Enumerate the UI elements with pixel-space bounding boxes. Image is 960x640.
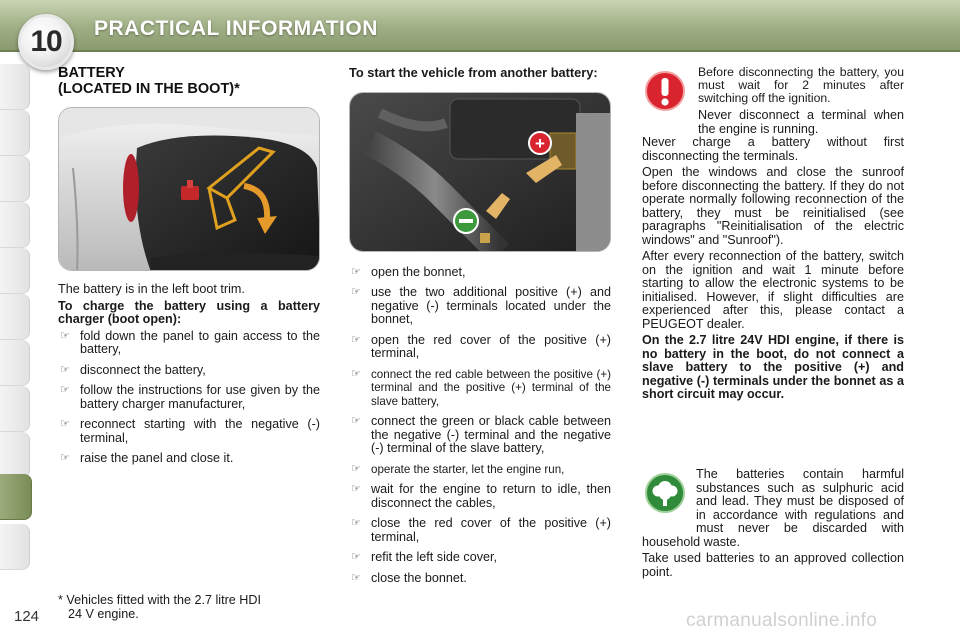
step-text: close the red cover of the positive (+) terminal, [371,516,611,544]
step-text: wait for the engine to return to idle, then disconnect the cables, [371,482,611,510]
step-text: connect the green or black cable between the negative (-) terminal and the negative (-) terminal of the slave battery, [371,414,611,455]
warning-block [698,66,904,139]
list-item [58,418,320,445]
step-text: reconnect starting with the negative (-) terminal, [80,417,320,445]
step-text: operate the starter, let the engine run, [371,462,565,476]
footnote-line1: * Vehicles fitted with the 2.7 litre HDI [58,593,261,607]
chapter-tab[interactable] [0,248,30,294]
pointing-hand-icon: ☞ [351,517,361,529]
pointing-hand-icon: ☞ [60,384,70,396]
pointing-hand-icon: ☞ [351,571,361,584]
step-text: fold down the panel to gain access to the battery, [80,328,320,356]
step-text: open the bonnet, [371,264,466,279]
pointing-hand-icon: ☞ [351,462,361,475]
chapter-tab[interactable] [0,156,30,202]
footnote [58,594,320,621]
pointing-hand-icon: ☞ [60,418,70,430]
step-text: disconnect the battery, [80,362,206,377]
disposal-text [642,468,904,549]
chapter-tab[interactable] [0,524,30,570]
exclamation-warning-icon [644,70,686,112]
pointing-hand-icon: ☞ [351,367,361,380]
list-item [349,266,611,280]
pointing-hand-icon: ☞ [351,551,361,563]
pointing-hand-icon: ☞ [351,265,361,278]
jump-start-heading: To start the vehicle from another battery: [349,65,598,80]
chapter-number-badge: 10 [18,14,74,70]
chapter-tab[interactable] [0,340,30,386]
warning-terminal-text: Never disconnect a terminal when the engine is running. [698,108,904,136]
step-text: use the two additional positive (+) and negative (-) terminals located under the bonnet, [371,285,611,326]
chapter-tab[interactable] [0,432,30,478]
step-text: raise the panel and close it. [80,451,234,465]
svg-text:+: + [535,133,545,153]
list-item [58,384,320,411]
section-title-line2: (LOCATED IN THE BOOT)* [58,80,240,97]
list-item [58,452,320,466]
engine-illustration [350,93,611,252]
pointing-hand-icon: ☞ [60,363,70,376]
chapter-tab[interactable] [0,64,30,110]
chapter-tab[interactable] [0,294,30,340]
list-item [349,463,611,477]
chapter-tab[interactable] [0,202,30,248]
battery-location-text: The battery is in the left boot trim. [58,282,245,296]
chapter-title: PRACTICAL INFORMATION [94,17,378,40]
chapter-tab-active[interactable] [0,474,32,520]
chapter-tab[interactable] [0,386,30,432]
step-text: follow the instructions for use given by the battery charger manufacturer, [80,383,320,411]
list-item [349,334,611,361]
step-text: close the bonnet. [371,570,467,585]
list-item [349,286,611,327]
windows-reinit-text: Open the windows and close the sunroof before disconnecting the battery. If they do not operate normally following reconnection of the battery, they must be reinitialised (see paragraphs "Reinitialisation of the electric windows" and "Sunroof"). [642,165,904,247]
collection-text: Take used batteries to an approved collection point. [642,551,904,579]
page-header [0,0,960,52]
boot-illustration [59,108,320,271]
hdi-warning-text: On the 2.7 litre 24V HDI engine, if there is no battery in the boot, do not connect a slave battery to the positive (+) and negative (-) terminals under the bonnet as a short circuit may occur. [642,333,904,401]
step-text: open the red cover of the positive (+) terminal, [371,332,611,360]
list-item [349,483,611,510]
left-column [58,66,320,473]
list-item [349,517,611,544]
middle-column [349,66,611,592]
reconnection-text: After every reconnection of the battery, switch on the ignition and wait 1 minute before starting to allow the electronic systems to be initialised. However, if slight difficulties are experienced after this, please contact a PEUGEOT dealer. [642,249,904,331]
step-text: connect the red cable between the positive (+) terminal and the positive (+) terminal of the slave battery, [371,367,611,408]
disposal-text-body: The batteries contain harmful substances such as sulphuric acid and lead. They must be disposed of in accordance with regulations and must never be discarded with household waste. [642,467,904,549]
list-item [349,572,611,586]
list-item [349,551,611,565]
pointing-hand-icon: ☞ [351,333,361,346]
charge-steps-list [58,330,320,466]
environment-block [642,468,904,582]
list-item [58,330,320,357]
pointing-hand-icon: ☞ [351,286,361,298]
page-number: 124 [14,608,40,625]
pointing-hand-icon: ☞ [351,483,361,495]
chapter-tabs [0,64,34,574]
boot-battery-photo [58,107,320,271]
right-column [642,136,904,405]
list-item [58,364,320,378]
step-text: refit the left side cover, [371,550,497,564]
pointing-hand-icon: ☞ [60,452,70,464]
pointing-hand-icon: ☞ [351,415,361,427]
charge-warning-text: Never charge a battery without first disconnecting the terminals. [642,135,904,163]
engine-bay-photo [349,92,611,252]
section-title [58,66,320,97]
warning-wait-text: Before disconnecting the battery, you must wait for 2 minutes after switching off the ignition. [698,65,904,105]
watermark: carmanualsonline.info [686,610,878,631]
icon-spacer [642,468,696,524]
list-item [349,415,611,456]
pointing-hand-icon: ☞ [60,329,70,342]
footnote-line2: 24 V engine. [68,606,139,621]
jump-start-steps-list [349,266,611,586]
charge-heading: To charge the battery using a battery charger (boot open): [58,298,320,326]
chapter-tab[interactable] [0,110,30,156]
list-item [349,368,611,409]
section-title-line1: BATTERY [58,65,125,81]
